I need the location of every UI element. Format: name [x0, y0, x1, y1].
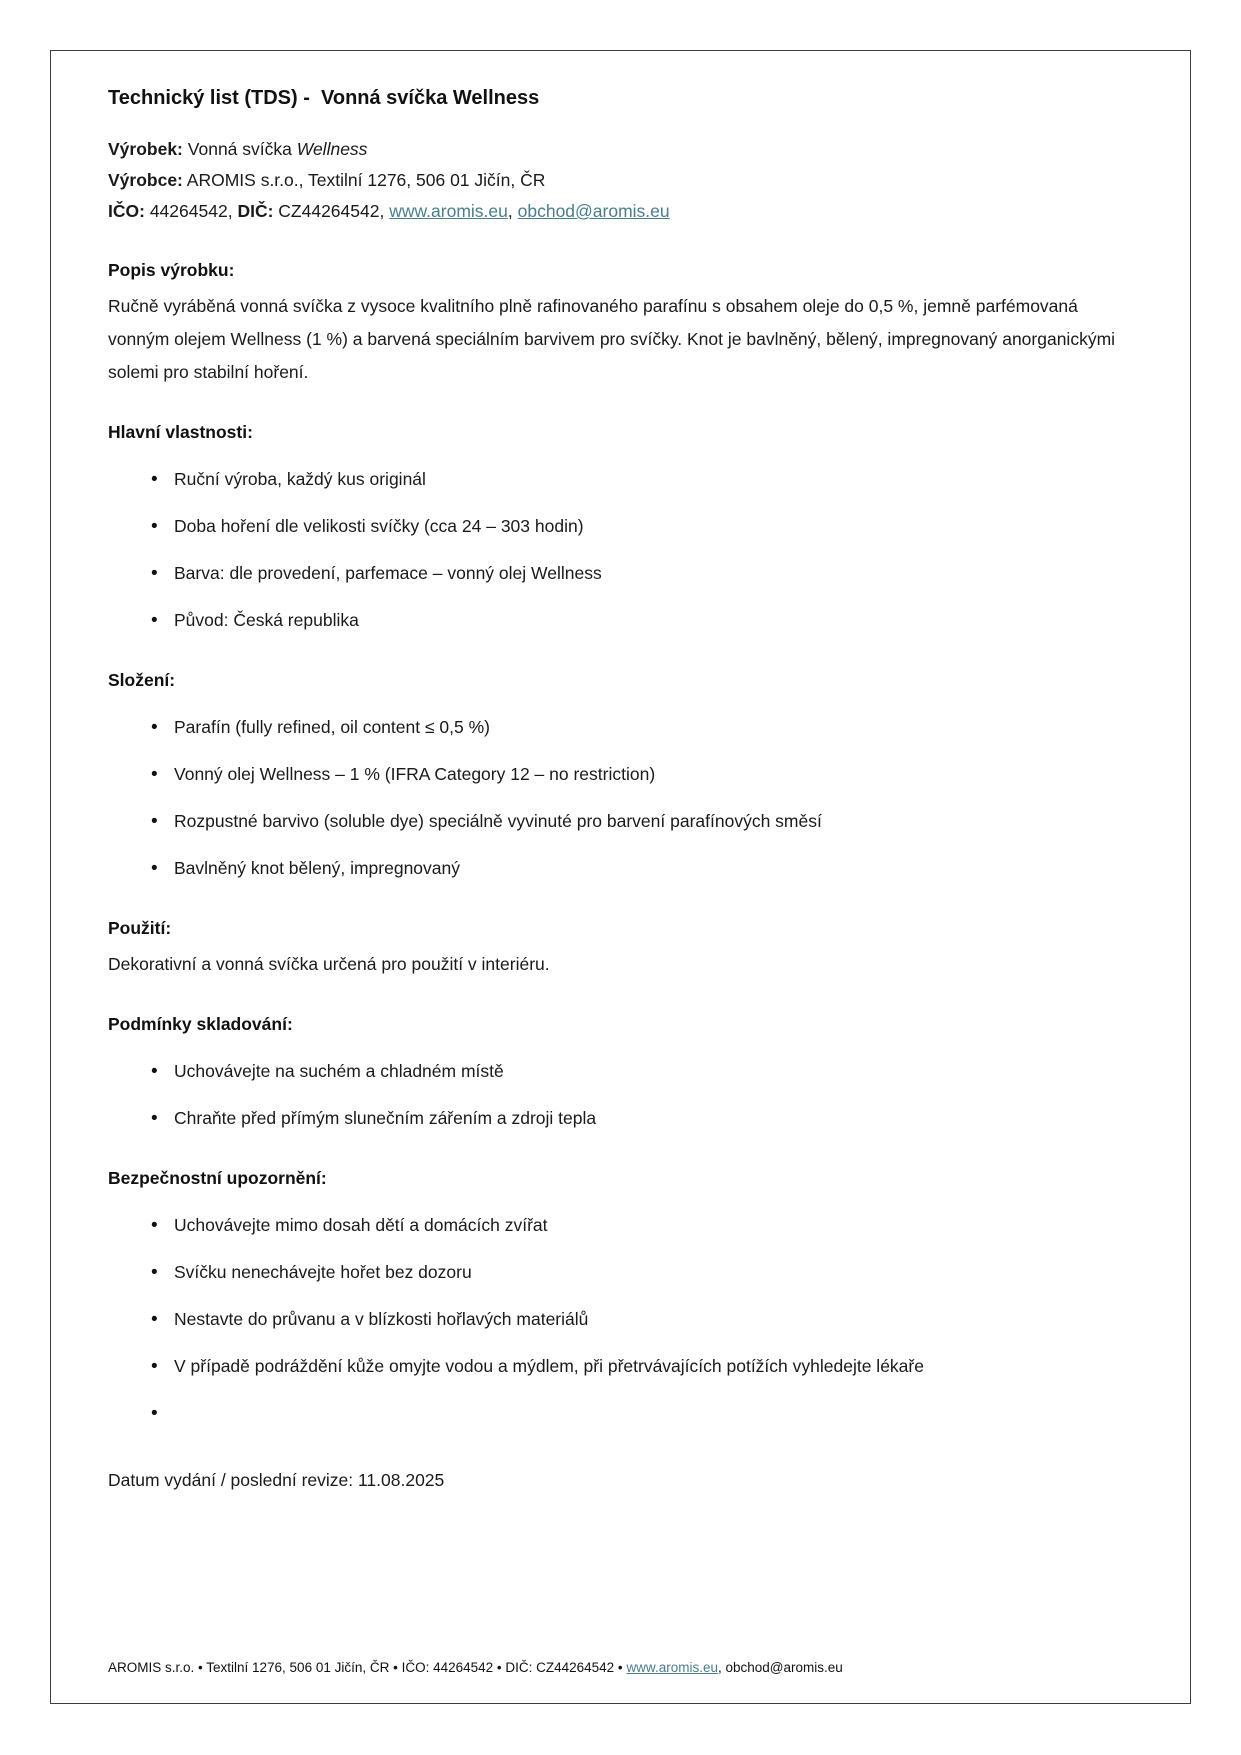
vlastnosti-list — [108, 463, 1133, 637]
product-label: Výrobek: — [108, 139, 183, 159]
list-item: • Svíčku nenechávejte hořet bez dozoru — [108, 1256, 1133, 1289]
section-body-pouziti: Dekorativní a vonná svíčka určená pro použití v interiéru. — [108, 954, 550, 974]
manufacturer-label: Výrobce: — [108, 170, 183, 190]
section-pouziti — [108, 912, 1133, 981]
footer-website-link[interactable]: www.aromis.eu — [626, 1660, 718, 1675]
bezpecnost-list — [108, 1209, 1133, 1430]
dic-label: DIČ: — [237, 201, 274, 221]
page-title: Technický list (TDS) - Vonná svíčka Wellness — [108, 87, 540, 109]
list-item: • Doba hoření dle velikosti svíčky (cca 24 – 303 hodin) — [108, 510, 1133, 543]
list-item: • Původ: Česká republika — [108, 604, 1133, 637]
website-link[interactable]: www.aromis.eu — [389, 201, 508, 221]
section-podminky-skladovani — [108, 1008, 1133, 1135]
skladovani-list — [108, 1055, 1133, 1135]
product-line — [108, 134, 1133, 165]
list-item: • Uchovávejte mimo dosah dětí a domácích zvířat — [108, 1209, 1133, 1242]
product-meta — [108, 134, 1133, 227]
registration-line — [108, 196, 1133, 227]
list-item: • Ruční výroba, každý kus originál — [108, 463, 1133, 496]
section-heading-slozeni: Složení: — [108, 670, 176, 690]
manufacturer-value: AROMIS s.r.o., Textilní 1276, 506 01 Jičín, ČR — [186, 170, 546, 190]
list-item: • Chraňte před přímým slunečním zářením a zdroji tepla — [108, 1102, 1133, 1135]
list-item: • Nestavte do průvanu a v blízkosti hořlavých materiálů — [108, 1303, 1133, 1336]
section-popis-vyrobku — [108, 254, 1133, 389]
section-hlavni-vlastnosti — [108, 416, 1133, 637]
manufacturer-line — [108, 165, 1133, 196]
list-item: • Barva: dle provedení, parfemace – vonný olej Wellness — [108, 557, 1133, 590]
list-item-empty — [108, 1397, 1133, 1430]
footer-text-before: AROMIS s.r.o. • Textilní 1276, 506 01 Jičín, ČR • IČO: 44264542 • DIČ: CZ44264542 • — [108, 1660, 623, 1675]
section-body-popis: Ručně vyráběná vonná svíčka z vysoce kvalitního plně rafinovaného parafínu s obsahem oleje do 0,5 %, jemně parfémovaná vonným olejem Wellness (1 %) a barvená speciálním barvivem pro svíčky. Knot je bavlněný, bělený, impregnovaný anorganickými solemi pro stabilní hoření. — [108, 296, 1116, 382]
section-bezpecnostni-upozorneni — [108, 1162, 1133, 1430]
list-item: • Parafín (fully refined, oil content ≤ 0,5 %) — [108, 711, 1133, 744]
product-name-italic: Wellness — [296, 139, 368, 159]
section-heading-skladovani: Podmínky skladování: — [108, 1014, 293, 1034]
page-footer — [108, 1658, 1133, 1677]
list-item: • V případě podráždění kůže omyjte vodou a mýdlem, při přetrvávajících potížích vyhledejte lékaře — [108, 1350, 1133, 1383]
section-heading-vlastnosti: Hlavní vlastnosti: — [108, 422, 253, 442]
section-slozeni — [108, 664, 1133, 885]
document-page — [50, 50, 1191, 1704]
section-heading-bezpecnost: Bezpečnostní upozornění: — [108, 1168, 327, 1188]
list-item: • Uchovávejte na suchém a chladném místě — [108, 1055, 1133, 1088]
section-heading-pouziti: Použití: — [108, 918, 172, 938]
slozeni-list — [108, 711, 1133, 885]
footer-text-after: , obchod@aromis.eu — [717, 1660, 843, 1675]
dic-value: CZ44264542, — [278, 201, 385, 221]
product-value: Vonná svíčka — [187, 139, 292, 159]
link-separator: , — [507, 201, 513, 221]
list-item: • Rozpustné barvivo (soluble dye) speciálně vyvinuté pro barvení parafínových směsí — [108, 805, 1133, 838]
list-item: • Bavlněný knot bělený, impregnovaný — [108, 852, 1133, 885]
ico-value: 44264542, — [149, 201, 233, 221]
revision-date-line: Datum vydání / poslední revize: 11.08.2025 — [108, 1470, 445, 1490]
list-item: • Vonný olej Wellness – 1 % (IFRA Category 12 – no restriction) — [108, 758, 1133, 791]
ico-label: IČO: — [108, 201, 145, 221]
section-heading-popis: Popis výrobku: — [108, 260, 235, 280]
email-link[interactable]: obchod@aromis.eu — [517, 201, 670, 221]
